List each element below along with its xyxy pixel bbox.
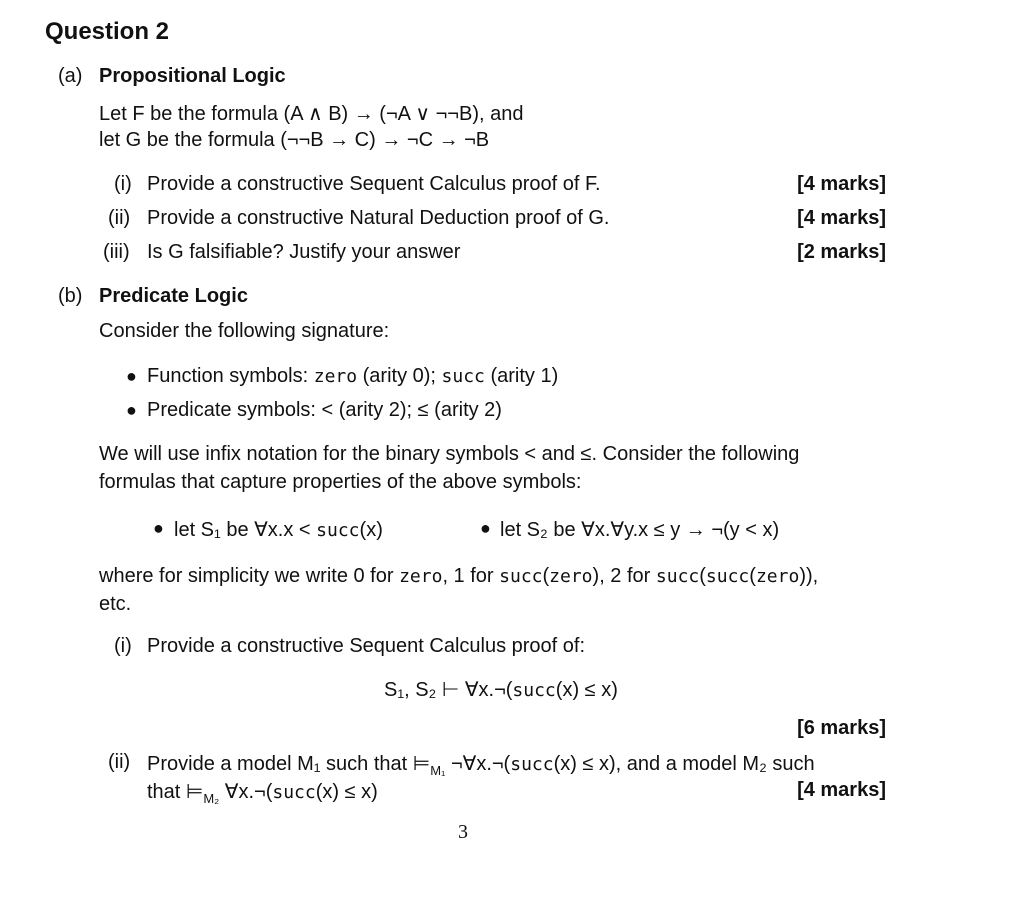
bullet-text: (arity 0);: [357, 365, 442, 387]
bullet-dot: ●: [126, 366, 137, 386]
page-number: 3: [458, 821, 468, 843]
code-succ: succ: [272, 782, 316, 803]
para-text: (: [699, 565, 706, 587]
code-zero: zero: [313, 366, 358, 387]
part-b-para2-line2: etc.: [99, 593, 132, 615]
part-b-item-i-marks: [6 marks]: [797, 717, 886, 739]
part-b-item-ii-line2: [147, 779, 378, 806]
item-text: Provide a model M₁ such that ⊨: [147, 753, 431, 775]
bullet-dot: ●: [153, 518, 164, 538]
para-text: )),: [799, 565, 819, 587]
part-a-item-ii-label: (ii): [108, 207, 131, 229]
item-text: ∀x.¬(: [219, 781, 273, 803]
bullet-text: Function symbols:: [147, 365, 314, 387]
part-b-label: (b): [58, 285, 83, 307]
sequent-formula: [384, 677, 618, 702]
part-b-item-i-text: Provide a constructive Sequent Calculus proof of:: [147, 635, 586, 657]
part-b-intro: Consider the following signature:: [99, 320, 390, 342]
code-succ: succ: [705, 566, 750, 587]
item-text: ¬∀x.¬(: [445, 753, 511, 775]
para-text: , 1 for: [442, 565, 500, 587]
para-text: (: [749, 565, 756, 587]
question-title: Question 2: [45, 18, 170, 45]
part-a-formula-f: Let F be the formula (A ∧ B) → (¬A ∨ ¬¬B), and: [99, 103, 524, 125]
bullet-function-symbols: [147, 365, 558, 388]
code-zero: zero: [399, 566, 443, 587]
code-succ: succ: [499, 566, 543, 587]
bullet-text: (arity 1): [484, 365, 559, 387]
formula-text: S₁, S₂ ⊢ ∀x.¬(: [384, 679, 513, 701]
part-a-item-i-text: Provide a constructive Sequent Calculus proof of F.: [147, 173, 601, 195]
part-a-item-i-marks: [4 marks]: [797, 173, 886, 195]
bullet-dot: ●: [126, 400, 137, 420]
part-b-para1-line1: We will use infix notation for the binary symbols < and ≤. Consider the following: [99, 443, 800, 465]
model-subscript: M₁: [430, 763, 446, 778]
bullet-predicate-symbols: Predicate symbols: < (arity 2); ≤ (arity 2): [147, 399, 502, 421]
part-a-label: (a): [58, 65, 83, 87]
item-text: (x) ≤ x): [315, 781, 378, 803]
part-b-item-ii-label: (ii): [108, 751, 131, 773]
part-b-para1-line2: formulas that capture properties of the above symbols:: [99, 471, 582, 493]
part-b-item-i-label: (i): [114, 635, 132, 657]
para-text: (: [542, 565, 550, 587]
formula-text: let S₁ be ∀x.x <: [174, 519, 317, 541]
part-a-item-iii-text: Is G falsifiable? Justify your answer: [147, 241, 461, 263]
item-text: (x) ≤ x), and a model M₂ such: [553, 753, 815, 775]
part-a-formula-g: let G be the formula (¬¬B → C) → ¬C → ¬B: [99, 129, 490, 151]
part-b-item-ii-marks: [4 marks]: [797, 779, 886, 801]
part-a-item-i-label: (i): [114, 173, 132, 195]
code-succ: succ: [655, 566, 700, 587]
item-text: that ⊨: [147, 781, 204, 803]
formula-s1: [174, 517, 383, 542]
para-text: ), 2 for: [592, 565, 656, 587]
part-a-item-ii-marks: [4 marks]: [797, 207, 886, 229]
formula-s2: let S₂ be ∀x.∀y.x ≤ y → ¬(y < x): [500, 519, 780, 541]
formula-text: (x) ≤ x): [555, 679, 618, 701]
formula-text: (x): [359, 519, 383, 541]
part-b-para2-line1: [99, 565, 818, 588]
part-a-item-ii-text: Provide a constructive Natural Deduction proof of G.: [147, 207, 610, 229]
code-succ: succ: [512, 680, 556, 701]
code-succ: succ: [441, 366, 485, 387]
model-subscript: M₂: [203, 791, 220, 806]
para-text: where for simplicity we write 0 for: [99, 565, 400, 587]
code-succ: succ: [510, 754, 554, 775]
part-b-item-ii-line1: [147, 751, 815, 778]
part-a-item-iii-label: (iii): [103, 241, 130, 263]
code-zero: zero: [755, 566, 800, 587]
part-a-item-iii-marks: [2 marks]: [797, 241, 886, 263]
bullet-dot: ●: [480, 518, 491, 538]
part-a-heading: Propositional Logic: [99, 65, 286, 87]
part-b-heading: Predicate Logic: [99, 285, 248, 307]
code-zero: zero: [549, 566, 593, 587]
code-succ: succ: [316, 520, 360, 541]
